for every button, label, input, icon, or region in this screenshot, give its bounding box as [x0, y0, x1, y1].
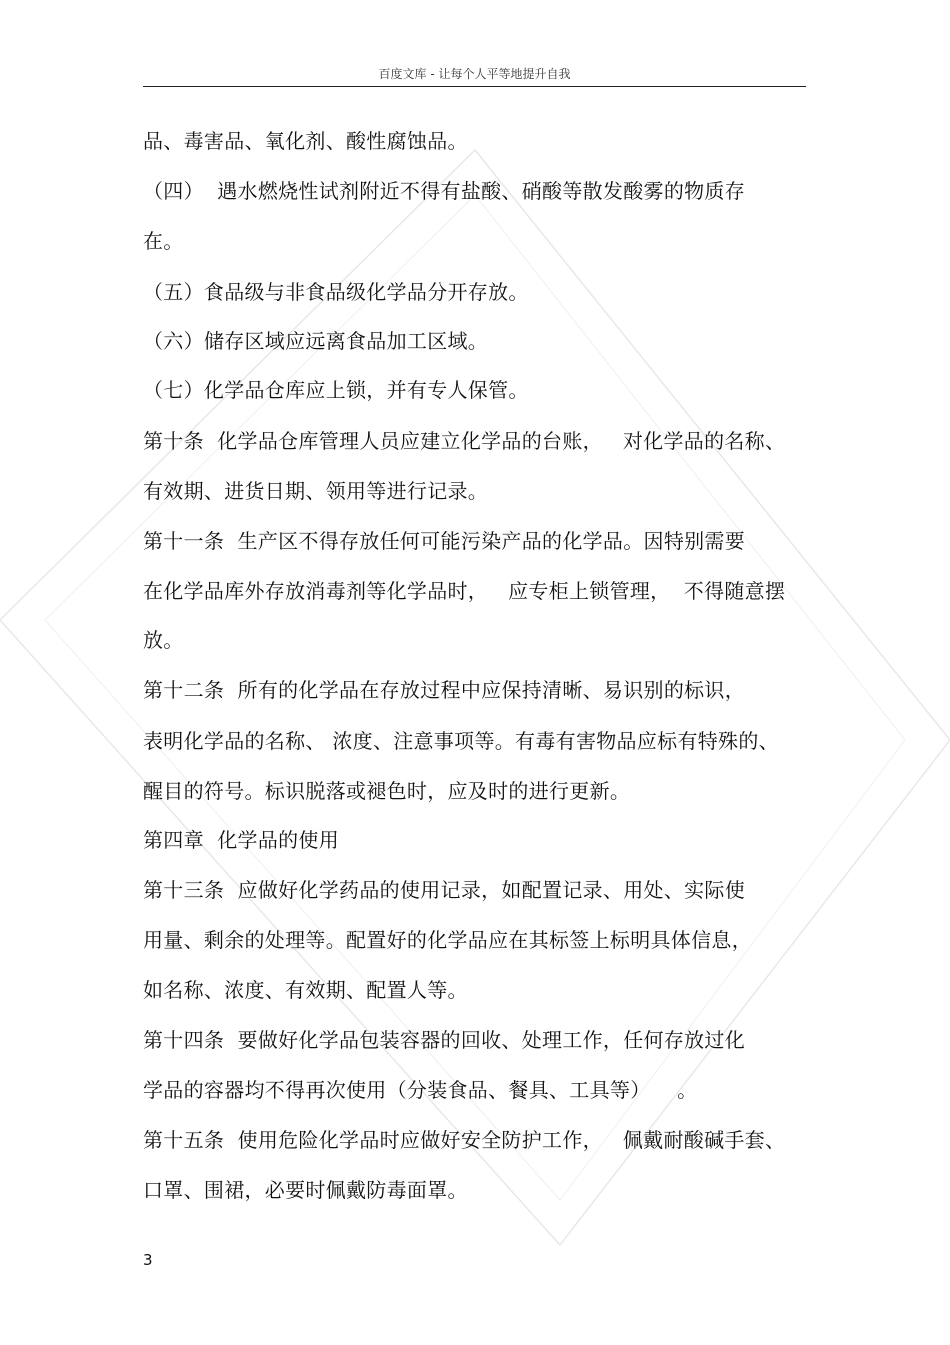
body-line: 有效期、进货日期、领用等进行记录。 [143, 479, 489, 503]
body-line: （七）化学品仓库应上锁，并有专人保管。 [143, 378, 529, 402]
body-line: 在。 [143, 229, 184, 253]
page-header: 百度文库 - 让每个人平等地提升自我 [378, 67, 571, 81]
body-line: 第十五条 使用危险化学品时应做好安全防护工作， 佩戴耐酸碱手套、 [143, 1128, 786, 1152]
body-line: 第十一条 生产区不得存放任何可能污染产品的化学品。因特别需要 [143, 529, 746, 553]
body-line: 在化学品库外存放消毒剂等化学品时， 应专柜上锁管理， 不得随意摆 [143, 579, 786, 603]
body-line: 品、毒害品、氧化剂、酸性腐蚀品。 [143, 129, 468, 153]
body-line: 第十三条 应做好化学药品的使用记录，如配置记录、用处、实际使 [143, 878, 746, 902]
body-line: 放。 [143, 628, 184, 652]
body-line: 第十二条 所有的化学品在存放过程中应保持清晰、易识别的标识， [143, 678, 746, 702]
chapter-heading: 第四章 化学品的使用 [143, 828, 340, 852]
body-line: （五）食品级与非食品级化学品分开存放。 [143, 280, 529, 304]
body-line: （四） 遇水燃烧性试剂附近不得有盐酸、硝酸等散发酸雾的物质存 [143, 179, 746, 203]
body-line: 醒目的符号。标识脱落或褪色时，应及时的进行更新。 [143, 779, 631, 803]
body-line: 第十条 化学品仓库管理人员应建立化学品的台账， 对化学品的名称、 [143, 429, 786, 453]
body-line: （六）储存区域应远离食品加工区域。 [143, 329, 489, 353]
header-rule [143, 86, 806, 87]
page-number: 3 [143, 1251, 153, 1269]
body-line: 口罩、围裙，必要时佩戴防毒面罩。 [143, 1178, 468, 1202]
body-line: 如名称、浓度、有效期、配置人等。 [143, 978, 468, 1002]
body-line: 用量、剩余的处理等。配置好的化学品应在其标签上标明具体信息， [143, 928, 752, 952]
body-line: 表明化学品的名称、 浓度、注意事项等。有毒有害物品应标有特殊的、 [143, 729, 779, 753]
body-line: 学品的容器均不得再次使用（分装食品、餐具、工具等） 。 [143, 1078, 698, 1102]
body-line: 第十四条 要做好化学品包装容器的回收、处理工作，任何存放过化 [143, 1028, 746, 1052]
